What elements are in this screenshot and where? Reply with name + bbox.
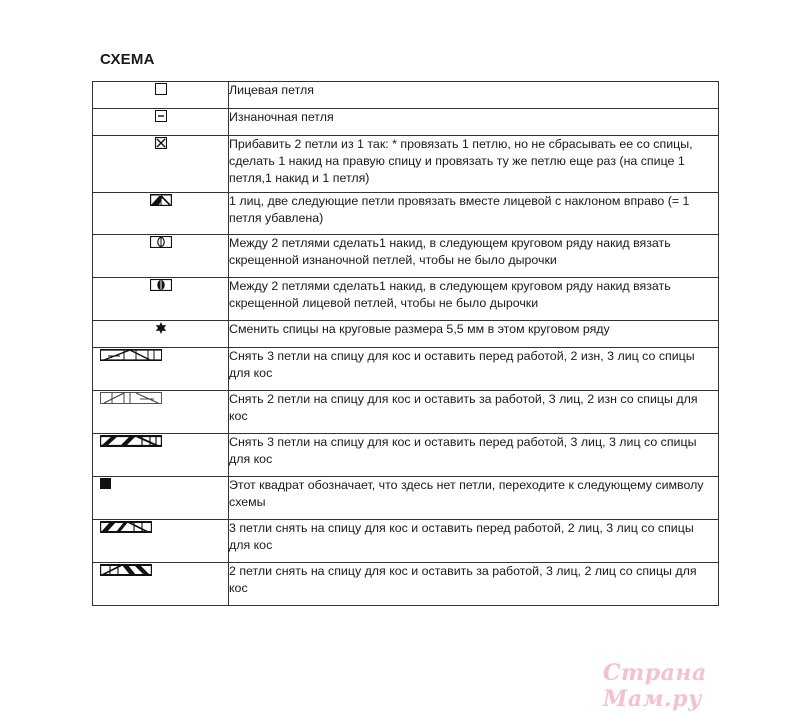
site-watermark [603, 660, 810, 712]
watermark-text: Страна Мам [603, 660, 707, 712]
symbol-cell [93, 348, 229, 391]
table-row [93, 348, 719, 391]
table-row [93, 109, 719, 136]
no-stitch-square-icon [100, 478, 112, 490]
description-cell: 1 лиц, две следующие петли провязать вместе лицевой с наклоном вправо (= 1 петля убавлена) [229, 193, 719, 235]
symbol-cell [93, 136, 229, 193]
description-cell: 2 петли снять на спицу для кос и оставить за работой, 3 лиц, 2 лиц со спицы для кос [229, 563, 719, 606]
symbol-cell [93, 434, 229, 477]
table-row [93, 193, 719, 235]
symbol-legend-table [92, 81, 719, 606]
description-cell: 3 петли снять на спицу для кос и оставить перед работой, 2 лиц, 3 лиц со спицы для кос [229, 520, 719, 563]
symbol-cell [93, 321, 229, 348]
increase-x-square-icon [155, 137, 167, 149]
table-row [93, 82, 719, 109]
table-row [93, 235, 719, 278]
symbol-cell [93, 109, 229, 136]
description-cell: Этот квадрат обозначает, что здесь нет петли, переходите к следующему символу схемы [229, 477, 719, 520]
symbol-cell [93, 520, 229, 563]
symbol-cell [93, 563, 229, 606]
table-row [93, 520, 719, 563]
k2tog-right-icon [150, 194, 172, 206]
symbol-cell [93, 391, 229, 434]
description-cell: Снять 3 петли на спицу для кос и оставить перед работой, 2 изн, 3 лиц со спицы для кос [229, 348, 719, 391]
description-cell: Прибавить 2 петли из 1 так: * провязать 1 петлю, но не сбрасывать ее со спицы, сделать 1 накид на правую спицу и провязать ту же петлю еще раз (на спице 1 петля,1 накид и 1 петля) [229, 136, 719, 193]
symbol-cell [93, 82, 229, 109]
watermark-suffix: .ру [664, 686, 702, 712]
knit-square-icon [155, 83, 167, 95]
description-cell: Снять 2 петли на спицу для кос и оставить за работой, 3 лиц, 2 изн со спицы для кос [229, 391, 719, 434]
cable-3-front-2k3k-icon [100, 521, 152, 533]
yo-purl-twisted-icon [150, 236, 172, 248]
table-row [93, 321, 719, 348]
change-needles-star-icon [155, 322, 167, 334]
cable-2-back-3k2p-icon [100, 392, 162, 404]
yo-knit-twisted-icon [150, 279, 172, 291]
table-row [93, 563, 719, 606]
symbol-cell [93, 477, 229, 520]
table-row [93, 477, 719, 520]
description-cell: Лицевая петля [229, 82, 719, 109]
page-title: СХЕМА [100, 51, 155, 68]
symbol-cell [93, 235, 229, 278]
cable-3-front-2p3k-icon [100, 349, 162, 361]
description-cell: Между 2 петлями сделать1 накид, в следующем круговом ряду накид вязать скрещенной изнаночной петлей, чтобы не было дырочки [229, 235, 719, 278]
symbol-cell [93, 278, 229, 321]
description-cell: Изнаночная петля [229, 109, 719, 136]
table-row [93, 136, 719, 193]
description-cell: Сменить спицы на круговые размера 5,5 мм в этом круговом ряду [229, 321, 719, 348]
table-row [93, 434, 719, 477]
symbol-cell [93, 193, 229, 235]
table-row [93, 278, 719, 321]
description-cell: Между 2 петлями сделать1 накид, в следующем круговом ряду накид вязать скрещенной лицевой петлей, чтобы не было дырочки [229, 278, 719, 321]
cable-3-front-3k3k-icon [100, 435, 162, 447]
description-cell: Снять 3 петли на спицу для кос и оставить перед работой, 3 лиц, 3 лиц со спицы для кос [229, 434, 719, 477]
table-row [93, 391, 719, 434]
cable-2-back-3k2k-icon [100, 564, 152, 576]
purl-square-icon [155, 110, 167, 122]
